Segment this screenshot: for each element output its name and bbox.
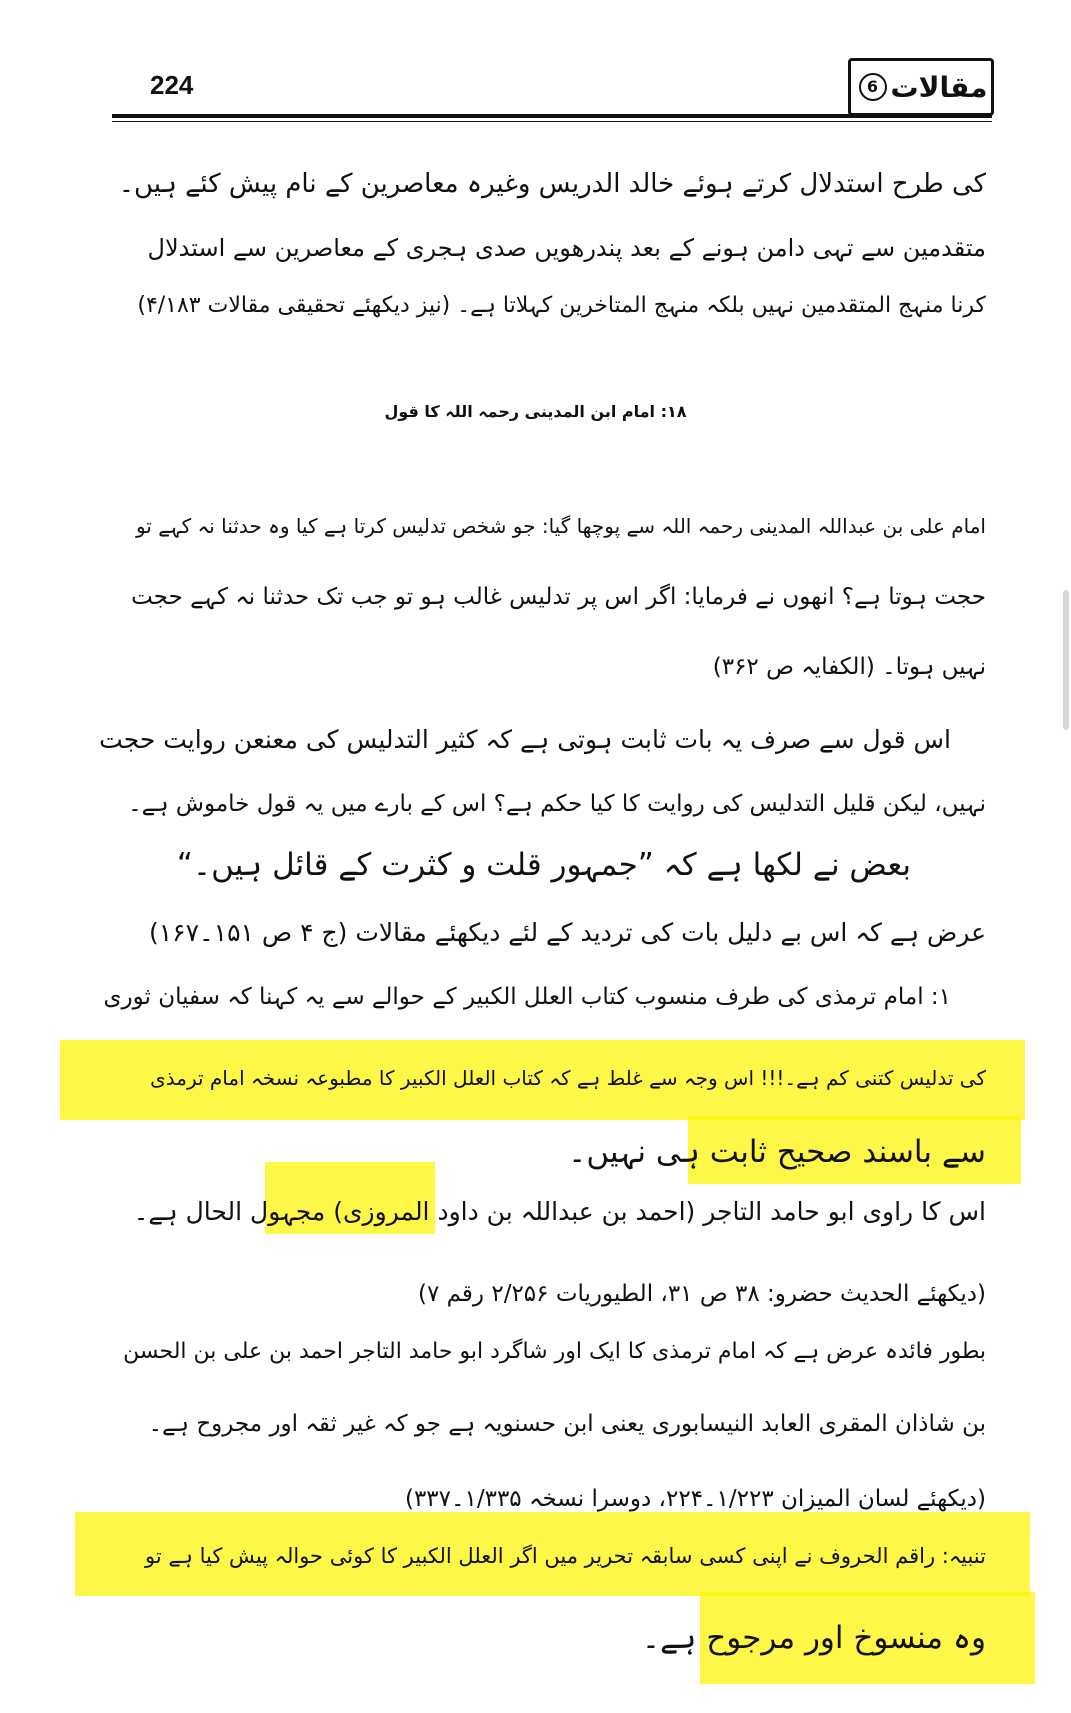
text-line: کرنا منہج المتقدمین نہیں بلکہ منہج المتاخرین کہلاتا ہے۔ (نیز دیکھئے تحقیقی مقالات ۴/۱۸۳): [137, 293, 986, 318]
text-span: اس کا راوی ابو حامد التاجر (احمد بن عبداللہ بن داود المروزی): [325, 1197, 986, 1226]
text-line: [134, 1190, 986, 1234]
text-line: وہ منسوخ اور مرجوح ہے۔: [641, 1620, 986, 1656]
text-line: نہیں، لیکن قلیل التدلیس کی روایت کا کیا حکم ہے؟ اس کے بارے میں یہ قول خاموش ہے۔: [128, 791, 986, 817]
text-line: بن شاذان المقری العابد النیسابوری یعنی ابن حسنویہ ہے جو کہ غیر ثقہ اور مجروح ہے۔: [148, 1411, 986, 1437]
text-line: امام علی بن عبداللہ المدینی رحمہ اللہ سے پوچھا گیا: جو شخص تدلیس کرتا ہے کیا وہ حدثنا نہ کہے تو: [135, 514, 986, 538]
text-line: متقدمین سے تہی دامن ہونے کے بعد پندرھویں صدی ہجری کے معاصرین سے استدلال: [147, 234, 986, 262]
text-line: حجت ہوتا ہے؟ انھوں نے فرمایا: اگر اس پر تدلیس غالب ہو تو جب تک حدثنا نہ کہے حجت: [131, 584, 986, 610]
text-span: مجہول الحال ہے۔: [133, 1197, 326, 1226]
text-line: عرض ہے کہ اس بے دلیل بات کی تردید کے لئے دیکھئے مقالات (ج ۴ ص ۱۵۱۔۱۶۷): [148, 918, 986, 947]
text-line: (دیکھئے لسان المیزان ۱/۲۲۳۔۲۲۴، دوسرا نسخہ ۱/۳۳۵۔۳۳۷): [404, 1486, 986, 1512]
text-line: کی طرح استدلال کرتے ہوئے خالد الدریس وغیرہ معاصرین کے نام پیش کئے ہیں۔: [118, 169, 986, 199]
book-title: مقالات: [890, 70, 988, 104]
text-line: بعض نے لکھا ہے کہ ”جمہور قلت و کثرت کے قائل ہیں۔“: [176, 847, 911, 883]
text-line: ۱: امام ترمذی کی طرف منسوب کتاب العلل الکبیر کے حوالے سے یہ کہنا کہ سفیان ثوری: [103, 984, 951, 1010]
book-title-box: [848, 58, 994, 116]
text-line: تنبیہ: راقم الحروف نے اپنی کسی سابقہ تحریر میں اگر العلل الکبیر کا کوئی حوالہ پیش کیا ہے تو: [144, 1544, 986, 1568]
text-line: سے باسند صحیح ثابت ہی نہیں۔: [568, 1134, 986, 1170]
volume-number: 6: [859, 73, 887, 101]
scrollbar[interactable]: [1063, 590, 1069, 730]
header-rule-thin: [112, 121, 992, 122]
page-number: 224: [150, 70, 194, 100]
text-line: (دیکھئے الحدیث حضرو: ۳۸ ص ۳۱، الطیوریات ۲/۲۵۶ رقم ۷): [417, 1281, 986, 1307]
section-heading: ۱۸: امام ابن المدینی رحمہ اللہ کا قول: [384, 402, 687, 421]
text-line: اس قول سے صرف یہ بات ثابت ہوتی ہے کہ کثیر التدلیس کی معنعن روایت حجت: [99, 725, 951, 754]
text-line: نہیں ہوتا۔ (الکفایہ ص ۳۶۲): [712, 654, 986, 680]
header-rule: [112, 114, 992, 118]
text-line: کی تدلیس کتنی کم ہے۔!!! اس وجہ سے غلط ہے کہ کتاب العلل الکبیر کا مطبوعہ نسخہ امام ترمذی: [150, 1066, 986, 1090]
text-line: بطور فائدہ عرض ہے کہ امام ترمذی کا ایک اور شاگرد ابو حامد التاجر احمد بن علی بن الحسن: [123, 1339, 986, 1364]
